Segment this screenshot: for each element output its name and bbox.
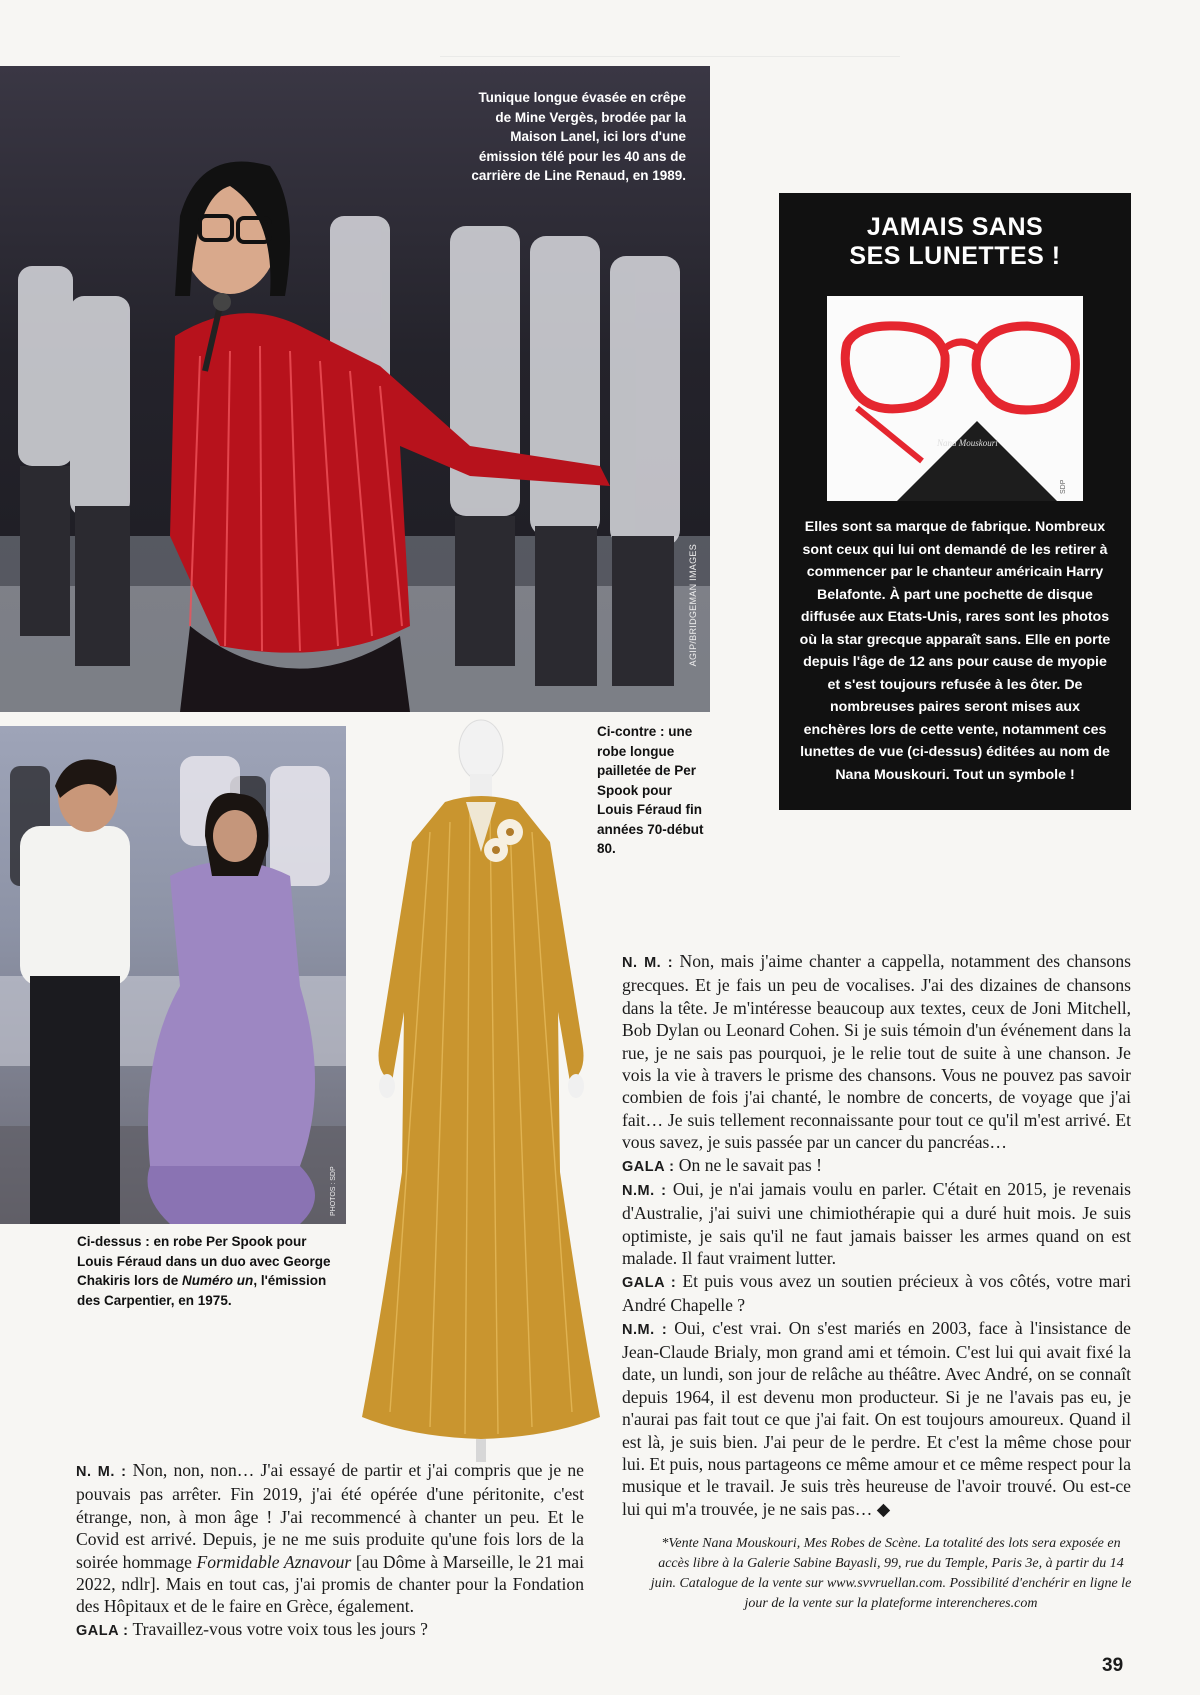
concert-photo-caption: Tunique longue évasée en crêpe de Mine Vergès, brodée par la Maison Lanel, ici lors d'une émission télé pour les 40 ans de carrière de Line Renaud, en 1989. [471, 90, 686, 183]
interview-paragraph [622, 1270, 1131, 1317]
interview-paragraph [622, 950, 1131, 1154]
gold-dress-illustration [350, 712, 612, 1462]
interview-paragraph [622, 1178, 1131, 1270]
duo-photo-caption [77, 1232, 337, 1310]
duo-caption-show-name: Numéro un [182, 1273, 254, 1288]
sidebar-title-line2: SES LUNETTES ! [849, 242, 1061, 270]
speaker-label: N.M. : [622, 1183, 667, 1200]
duo-caption-tail: , l'émission des Carpentier, en 1975. [77, 1273, 327, 1308]
glasses-sidebar [779, 193, 1131, 810]
duo-photo-illustration [0, 726, 346, 1224]
glasses-card-text: Nana Mouskouri [937, 438, 998, 448]
speaker-label: N. M. : [622, 955, 674, 971]
concert-photo-credit: AGIP/BRIDGEMAN IMAGES [688, 544, 698, 667]
sidebar-title [779, 213, 1131, 271]
speaker-label: N. M. : [76, 1464, 127, 1480]
duo-photo [0, 726, 346, 1224]
speaker-label: GALA : [622, 1274, 677, 1291]
sale-footnote: *Vente Nana Mouskouri, Mes Robes de Scène. La totalité des lots sera exposée en accès libre à la Galerie Sabine Bayasli, 99, rue du Temple, Paris 3e, à partir du 14 juin. Catalogue de la vente sur www.svvruellan.com. Possibilité d'enchérir en ligne le jour de la vente sur la plateforme interencheres.com [650, 1536, 1132, 1611]
concert-photo [0, 66, 710, 712]
question-text: On ne le savait pas ! [674, 1154, 822, 1175]
interview-paragraph [76, 1459, 584, 1618]
gold-dress-caption: Ci-contre : une robe longue pailletée de Per Spook pour Louis Féraud fin années 70-début 80. [597, 724, 704, 856]
glasses-photo-credit: SDP [1060, 479, 1067, 494]
answer-text-tail: [au Dôme à Marseille, le 21 mai 2022, ndlr]. Mais en tout cas, j'ai promis de chanter pour la Fondation des Hôpitaux et de le faire en Grèce, également. [76, 1551, 585, 1617]
glasses-illustration [827, 296, 1083, 501]
duo-caption-lead: Ci-dessus : en robe Per Spook pour Louis Féraud dans un duo avec George Chakiris lors de [77, 1234, 331, 1288]
gold-dress-photo [350, 712, 612, 1462]
sidebar-title-line1: JAMAIS SANS [866, 213, 1044, 241]
answer-text: Non, mais j'aime chanter a cappella, notamment des chansons grecques. Et je fais un peu de vocalises. J'ai des dizaines de chansons dans la tête. Je m'intéresse beaucoup aux textes, ceux de Joni Mitchell, Bob Dylan ou Leonard Cohen. Si je suis témoin d'un événement dans la rue, je ne sais pas pourquoi, je le relie tout de suite à une chanson. Je vois la vie à travers le prisme des chansons. Vous ne pouvez pas savoir combien de fois j'ai chanté, le nombre de concerts, de voyage que j'ai fait… Je suis tellement reconnaissante pour tout ce qu'il m'est arrivé. Et vous savez, je suis passée par un cancer du pancréas… [622, 951, 1131, 1153]
glasses-photo [827, 296, 1083, 501]
speaker-label: GALA : [76, 1622, 129, 1639]
question-text: Travaillez-vous votre voix tous les jours ? [128, 1618, 428, 1639]
interview-right-column [622, 950, 1131, 1520]
question-text: Et puis vous avez un soutien précieux à vos côtés, votre mari André Chapelle ? [622, 1270, 1131, 1316]
answer-text-emphasis: Formidable Aznavour [196, 1551, 352, 1572]
duo-photo-credit: PHOTOS : SDP [330, 1166, 337, 1216]
interview-left-column [76, 1459, 584, 1642]
answer-text: Oui, c'est vrai. On s'est mariés en 2003, face à l'insistance de Jean-Claude Brialy, mon grand ami et témoin. C'est lui qui avait fixé la date, un lundi, son jour de relâche au théâtre. Avec André, on se connaît depuis 1964, il est devenu mon producteur. Si je ne l'avais pas eu, je n'aurai pas fait tout ce que j'ai fait. On est toujours amoureux. Quand il est là, je suis bien. J'ai peur de le perdre. Et c'est la même chose pour lui. Et puis, nous partageons ce même amour et ce même respect pour la musique et le travail. Je suis très heureuse de l'avoir trouvé. Ou est-ce lui qui m'a trouvée, je ne sais pas… ◆ [622, 1317, 1131, 1519]
answer-text: Oui, je n'ai jamais voulu en parler. C'était en 2015, je revenais d'Australie, j'ai suivi une chimiothérapie qui a duré huit mois. Je suis optimiste, je sais qu'il ne faut jamais baisser les armes quand on est malade. Il faut vraiment lutter. [622, 1179, 1131, 1269]
interview-paragraph [622, 1317, 1131, 1521]
speaker-label: N.M. : [622, 1321, 668, 1338]
speaker-label: GALA : [622, 1158, 675, 1175]
page-header-remnant [440, 26, 900, 57]
page-number: 39 [1102, 1655, 1124, 1676]
interview-paragraph [76, 1618, 584, 1642]
sidebar-text: Elles sont sa marque de fabrique. Nombreux sont ceux qui lui ont demandé de les retirer à commencer par le chanteur américain Harry Belafonte. À part une pochette de disque diffusée aux Etats-Unis, rares sont les photos où la star grecque apparaît sans. Elle en porte depuis l'âge de 12 ans pour cause de myopie et s'est toujours refusée à les ôter. De nombreuses paires seront mises aux enchères lors de cette vente, notamment ces lunettes de vue (ci-dessus) éditées au nom de Nana Mouskouri. Tout un symbole ! [799, 519, 1111, 783]
answer-text: Non, non, non… J'ai essayé de partir et j'ai compris que je ne pouvais pas arrêter. Fin 2019, j'ai été opérée d'une péritonite, c'est étrange, non, à mon âge ! J'ai recommencé à chanter un peu. Et le Covid est arrivé. Depuis, je ne me suis produite qu'une fois lors de la soirée hommage [76, 1460, 584, 1572]
interview-paragraph [622, 1154, 1131, 1178]
